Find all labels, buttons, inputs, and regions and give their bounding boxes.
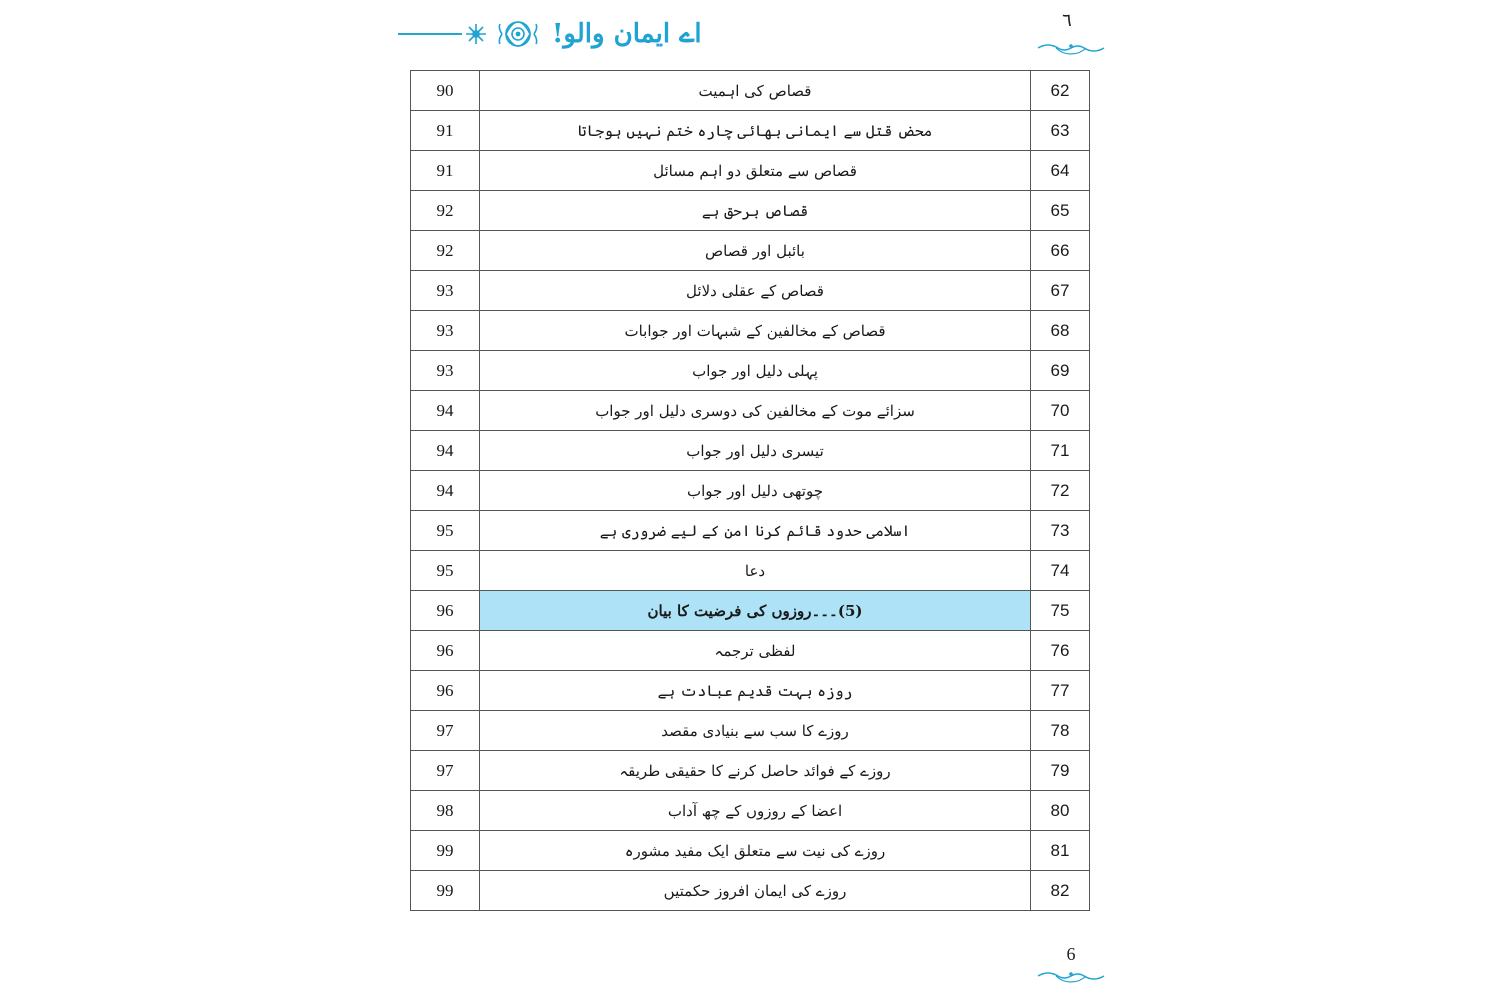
topic-title-cell: لفظی ترجمہ — [480, 631, 1031, 671]
topic-title-cell: (5)۔۔۔روزوں کی فرضیت کا بیان — [480, 591, 1031, 631]
page-number-cell: 94 — [411, 471, 480, 511]
topic-title-cell: روزے کے فوائد حاصل کرنے کا حقیقی طریقہ — [480, 751, 1031, 791]
serial-number-cell: 73 — [1031, 511, 1090, 551]
page-number-cell: 92 — [411, 191, 480, 231]
serial-number-cell: 76 — [1031, 631, 1090, 671]
serial-number-cell: 69 — [1031, 351, 1090, 391]
topic-title-cell: سزائے موت کے مخالفین کی دوسری دلیل اور جواب — [480, 391, 1031, 431]
page-number-cell: 94 — [411, 391, 480, 431]
topic-title-cell: بائبل اور قصاص — [480, 231, 1031, 271]
table-row — [411, 671, 1090, 711]
page-number-cell: 93 — [411, 311, 480, 351]
table-row — [411, 191, 1090, 231]
table-row — [411, 551, 1090, 591]
table-row — [411, 111, 1090, 151]
page-number-cell: 91 — [411, 111, 480, 151]
table-of-contents — [410, 70, 1090, 911]
table-row — [411, 391, 1090, 431]
page-number-cell: 91 — [411, 151, 480, 191]
flourish-icon — [1036, 40, 1106, 56]
page-number-cell: 96 — [411, 671, 480, 711]
topic-title-cell: قصاص کی اہمیت — [480, 71, 1031, 111]
page-number-cell: 99 — [411, 831, 480, 871]
topic-title-cell: روزے کی ایمان افروز حکمتیں — [480, 871, 1031, 911]
table-row — [411, 311, 1090, 351]
page-number-cell: 98 — [411, 791, 480, 831]
serial-number-cell: 64 — [1031, 151, 1090, 191]
page-number-cell: 99 — [411, 871, 480, 911]
serial-number-cell: 68 — [1031, 311, 1090, 351]
header-rule — [398, 33, 462, 35]
topic-title-cell: قصاص سے متعلق دو اہم مسائل — [480, 151, 1031, 191]
serial-number-cell: 66 — [1031, 231, 1090, 271]
topic-title-cell: چوتھی دلیل اور جواب — [480, 471, 1031, 511]
topic-title-cell: قصاص برحق ہے — [480, 191, 1031, 231]
page-number-cell: 96 — [411, 631, 480, 671]
topic-title-cell: دعا — [480, 551, 1031, 591]
serial-number-cell: 74 — [1031, 551, 1090, 591]
serial-number-cell: 62 — [1031, 71, 1090, 111]
floral-ornament-icon — [462, 14, 548, 54]
table-row — [411, 751, 1090, 791]
serial-number-cell: 80 — [1031, 791, 1090, 831]
page-number-cell: 96 — [411, 591, 480, 631]
page-number-cell: 97 — [411, 751, 480, 791]
serial-number-cell: 75 — [1031, 591, 1090, 631]
table-row — [411, 831, 1090, 871]
page-number-cell: 90 — [411, 71, 480, 111]
topic-title-cell: اعضا کے روزوں کے چھ آداب — [480, 791, 1031, 831]
table-row — [411, 471, 1090, 511]
serial-number-cell: 77 — [1031, 671, 1090, 711]
page-number-cell: 92 — [411, 231, 480, 271]
table-row — [411, 631, 1090, 671]
table-row — [411, 511, 1090, 551]
flourish-icon — [1036, 968, 1106, 984]
serial-number-cell: 65 — [1031, 191, 1090, 231]
serial-number-cell: 79 — [1031, 751, 1090, 791]
topic-title-cell: اسلامی حدود قائم کرنا امن کے لیے ضروری ہے — [480, 511, 1031, 551]
topic-title-cell: روزے کی نیت سے متعلق ایک مفید مشورہ — [480, 831, 1031, 871]
page-number-cell: 95 — [411, 551, 480, 591]
serial-number-cell: 63 — [1031, 111, 1090, 151]
topic-title-cell: روزے کا سب سے بنیادی مقصد — [480, 711, 1031, 751]
page-number-cell: 93 — [411, 351, 480, 391]
page-number-cell: 95 — [411, 511, 480, 551]
serial-number-cell: 67 — [1031, 271, 1090, 311]
table-row — [411, 791, 1090, 831]
page-number-bottom: 6 — [1066, 944, 1076, 964]
page-number-cell: 93 — [411, 271, 480, 311]
page-number-top: ٦ — [1062, 10, 1072, 31]
table-row — [411, 151, 1090, 191]
page-header — [0, 0, 1500, 62]
serial-number-cell: 70 — [1031, 391, 1090, 431]
topic-title-cell: قصاص کے عقلی دلائل — [480, 271, 1031, 311]
table-row — [411, 871, 1090, 911]
serial-number-cell: 72 — [1031, 471, 1090, 511]
table-row — [411, 351, 1090, 391]
book-title: اے ایمان والو! — [552, 19, 702, 49]
chapter-heading-row — [411, 591, 1090, 631]
table-row — [411, 271, 1090, 311]
serial-number-cell: 81 — [1031, 831, 1090, 871]
topic-title-cell: پہلی دلیل اور جواب — [480, 351, 1031, 391]
topic-title-cell: قصاص کے مخالفین کے شبہات اور جوابات — [480, 311, 1031, 351]
serial-number-cell: 78 — [1031, 711, 1090, 751]
topic-title-cell: تیسری دلیل اور جواب — [480, 431, 1031, 471]
serial-number-cell: 71 — [1031, 431, 1090, 471]
page-number-cell: 97 — [411, 711, 480, 751]
serial-number-cell: 82 — [1031, 871, 1090, 911]
table-row — [411, 71, 1090, 111]
table-row — [411, 711, 1090, 751]
topic-title-cell: روزہ بہت قدیم عبادت ہے — [480, 671, 1031, 711]
topic-title-cell: محض قتل سے ایمانی بھائی چارہ ختم نہیں ہوجاتا — [480, 111, 1031, 151]
table-row — [411, 231, 1090, 271]
table-row — [411, 431, 1090, 471]
page-number-cell: 94 — [411, 431, 480, 471]
